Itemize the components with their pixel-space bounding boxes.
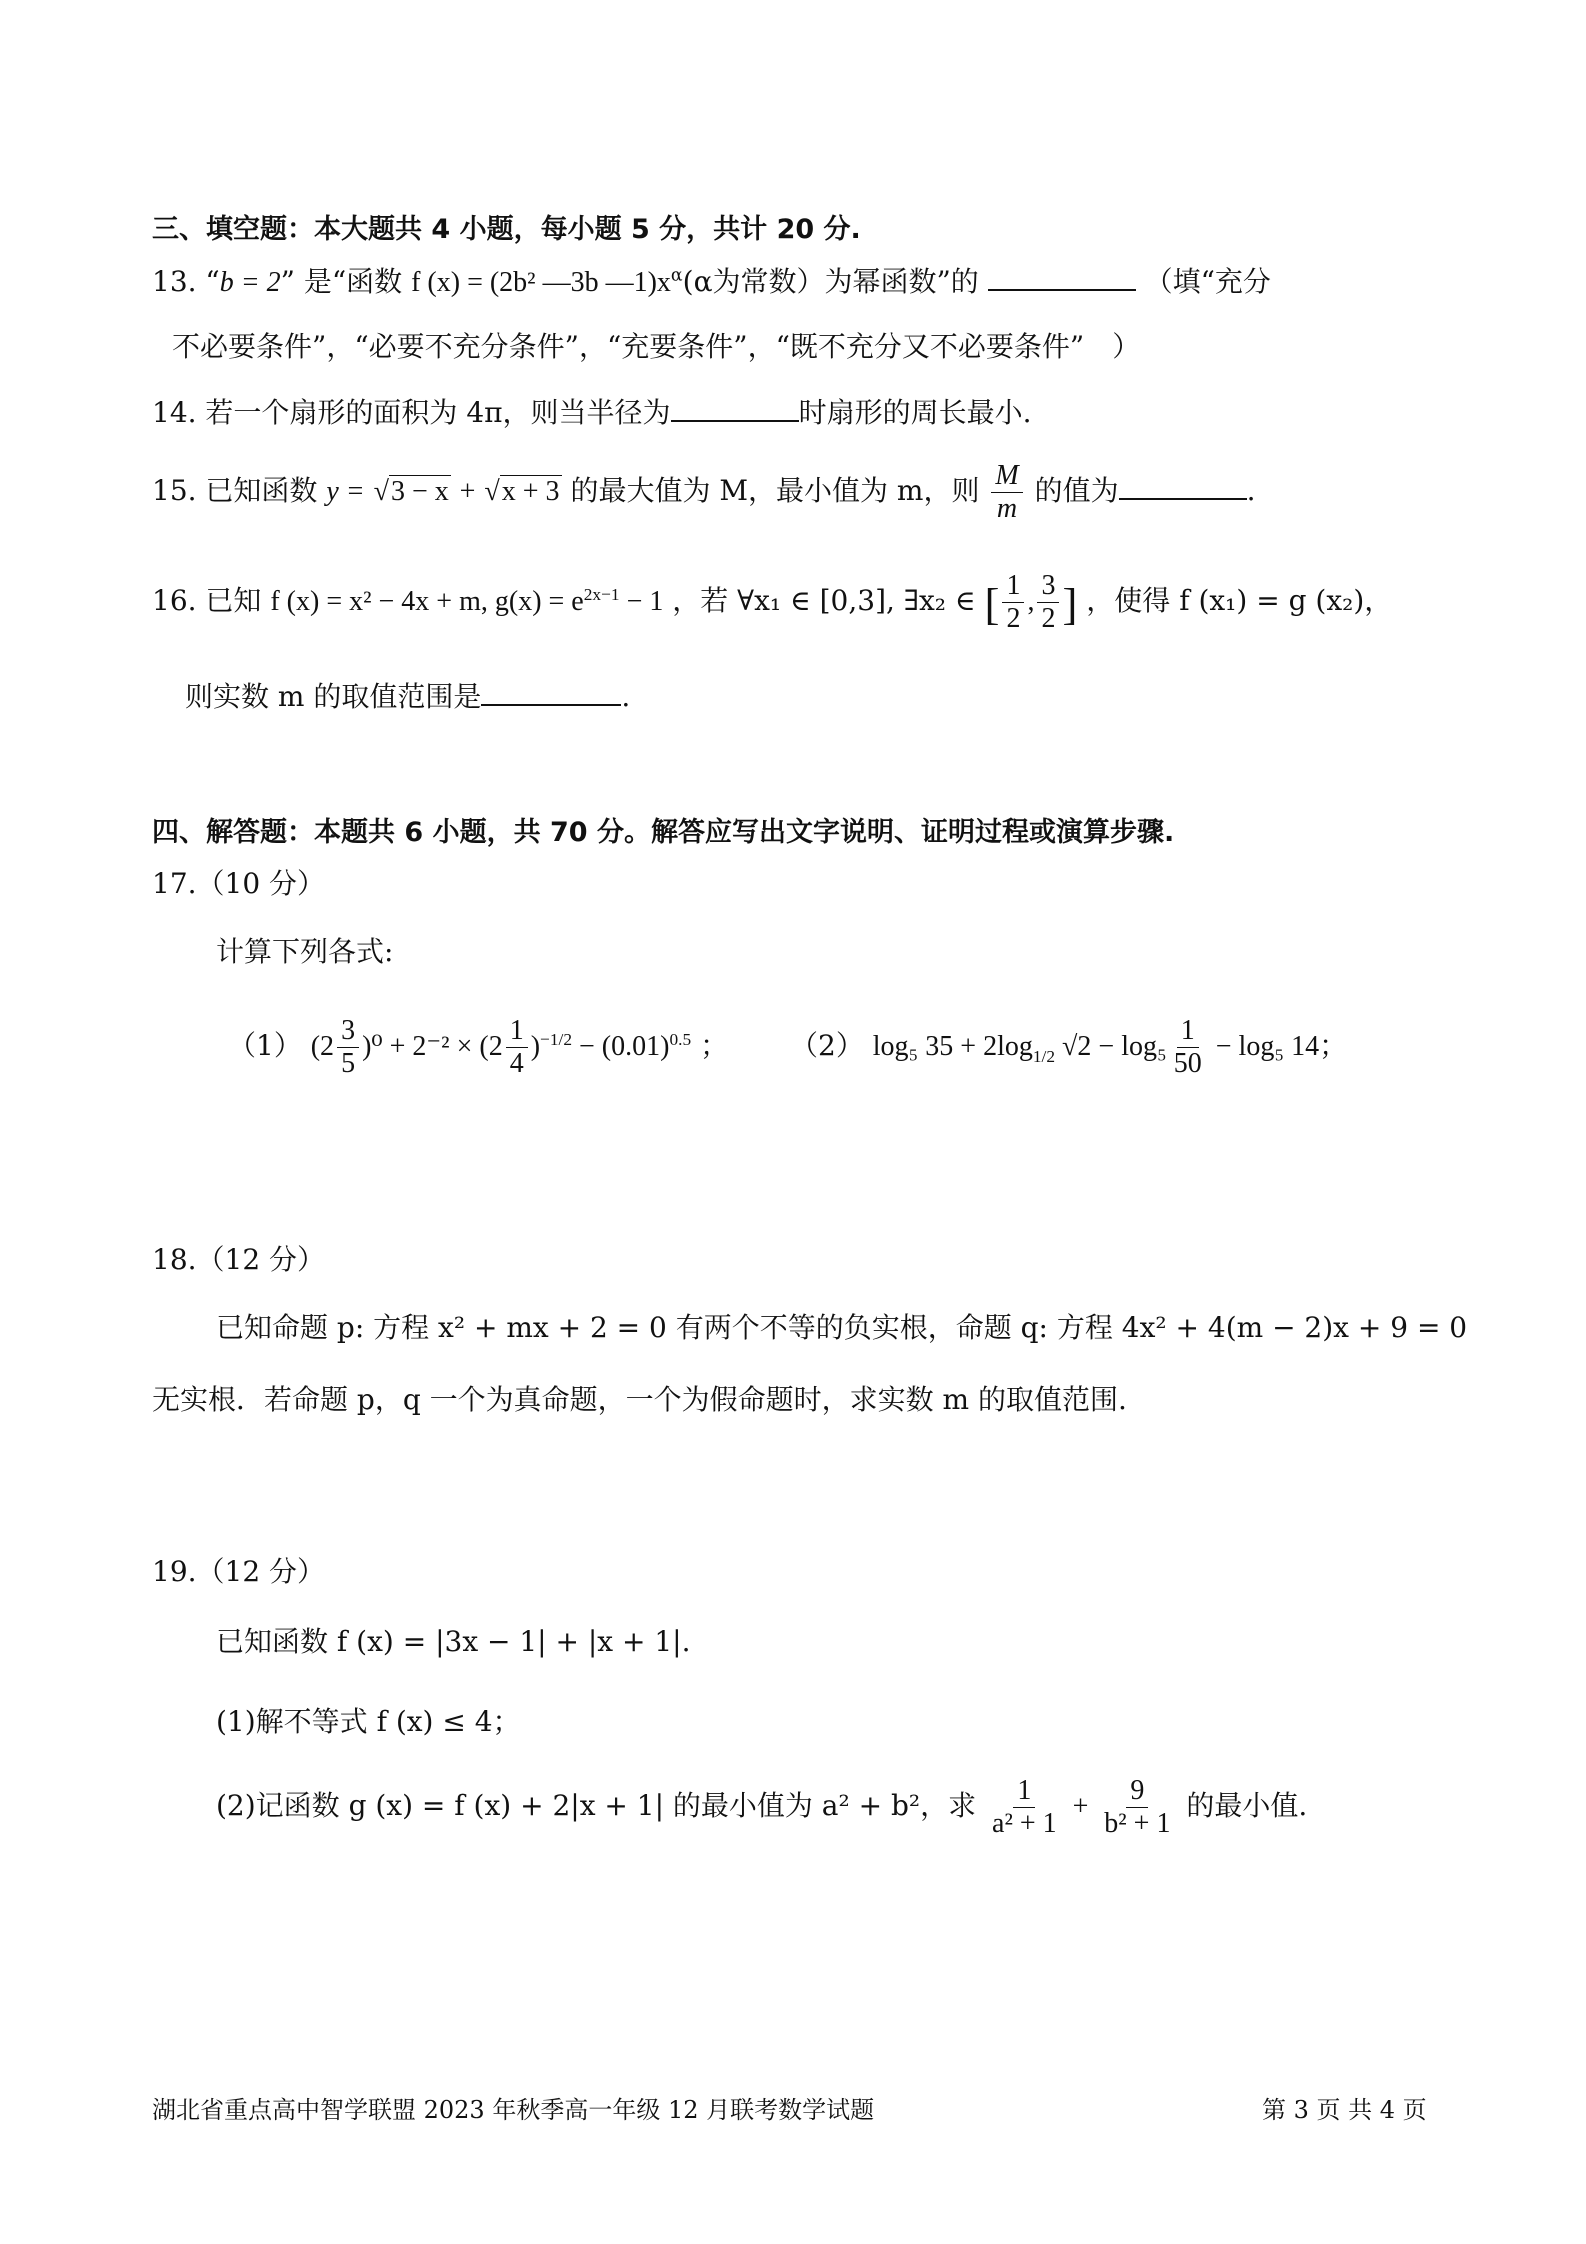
q19-frac2-num: 9 [1126, 1775, 1148, 1808]
q15-suffix: 的值为 [1034, 474, 1119, 508]
q19-frac2-den: b² + 1 [1104, 1808, 1171, 1840]
question-16-line-1: 16. 已知 f (x) = x² − 4x + m, $g(x) = e^{2x-1} - 1$ ，若 ∀x₁ ∈ [0,3], ∃x₂ ∈ [ $\frac{1}{2}$ , $\frac{3}{2}$ ] ，使得 f (x₁) = g (x₂)， [152, 570, 1393, 635]
q15-end: . [1246, 474, 1256, 508]
question-14 [152, 391, 1031, 431]
q13-after: (α为常数）为幂函数”的 [682, 265, 979, 298]
q17-p1-label: （1） [228, 1029, 302, 1063]
question-17-part-1 [228, 1015, 728, 1080]
q17-p2-frac-num: 1 [1177, 1015, 1199, 1048]
q17-p1-exp: −1/2 [540, 1029, 573, 1049]
q16-cond2: ，使得 f (x₁) = g (x₂)， [1086, 584, 1393, 618]
question-19-part-2 [216, 1775, 1307, 1840]
q15-frac-den: m [996, 493, 1018, 525]
q17-p2-frac [1170, 1015, 1206, 1080]
q17-p1-frac2-num: 1 [506, 1015, 528, 1048]
q13-end: （填“充分 [1144, 265, 1271, 298]
q15-frac-num: M [991, 460, 1022, 493]
q14-answer-blank[interactable] [671, 398, 799, 422]
q16-int-b-num: 3 [1037, 570, 1059, 603]
q16-int-b-den: 2 [1041, 603, 1056, 635]
q16-expr: f (x) = x² − 4x + m, g(x) = e [270, 586, 584, 618]
q17-p1-frac-2 [506, 1015, 528, 1080]
section-3-heading: 三、填空题：本大题共 4 小题，每小题 5 分，共计 20 分. [152, 214, 861, 245]
q17-p1-end: ； [700, 1029, 729, 1063]
q15-y: y = [326, 476, 365, 508]
question-18-line-1: 已知命题 p: 方程 x² + mx + 2 = 0 有两个不等的负实根，命题 q: 方程 4x² + 4(m − 2)x + 9 = 0 [216, 1311, 1468, 1344]
q16-prefix: 16. 已知 [152, 584, 262, 618]
section-4-heading: 四、解答题：本题共 6 小题，共 70 分。解答应写出文字说明、证明过程或演算步骤. [152, 817, 1175, 848]
q19-frac-2 [1100, 1775, 1174, 1840]
q15-fraction [991, 460, 1022, 525]
question-15: 15. 已知函数 y = √3 − x + √x + 3 的最大值为 M，最小值为 m，则 $\frac{M}{m}$ 的值为 . [152, 460, 1256, 525]
q16-line2-prefix: 则实数 m 的取值范围是 [185, 680, 482, 713]
q16-cond1: ，若 ∀x₁ ∈ [0,3], ∃x₂ ∈ [672, 584, 976, 618]
q16-interval-a [1002, 570, 1024, 635]
q16-interval-b [1037, 570, 1059, 635]
q16-int-a-den: 2 [1006, 603, 1021, 635]
q13-prefix: 13. “ [152, 265, 220, 298]
q17-p2-end: ； [1319, 1029, 1348, 1063]
question-17-intro: 计算下列各式: [216, 935, 394, 968]
q17-p1-frac1-den: 5 [341, 1048, 356, 1080]
q17-p1-d: − (0.01) [572, 1031, 670, 1063]
q17-p1-c: ) [530, 1031, 541, 1063]
footer-title: 湖北省重点高中智学联盟 2023 年秋季高一年级 12 月联考数学试题 [152, 2096, 875, 2124]
q17-p2-frac-den: 50 [1173, 1048, 1202, 1080]
q19-line3-b: 的最小值. [1186, 1789, 1308, 1823]
q17-p1-frac-1 [337, 1015, 359, 1080]
q13-alpha: α [670, 265, 683, 286]
q19-frac1-num: 1 [1013, 1775, 1035, 1808]
question-17-part-2 [790, 1015, 1347, 1080]
q15-answer-blank[interactable] [1119, 476, 1247, 500]
q13-b-eq: b = 2 [219, 267, 281, 298]
q17-p2-label: （2） [790, 1029, 864, 1063]
question-17-title: 17.（10 分） [152, 867, 326, 900]
q15-mid: 的最大值为 M，最小值为 m，则 [570, 474, 980, 508]
q15-plus: + [459, 476, 476, 508]
q14-prefix: 14. 若一个扇形的面积为 4π，则当半径为 [152, 396, 671, 429]
q19-frac-1 [988, 1775, 1061, 1840]
q15-prefix: 15. 已知函数 [152, 474, 318, 508]
q13-mid: ” 是“函数 [280, 265, 403, 298]
question-18-line-2: 无实根．若命题 p，q 一个为真命题，一个为假命题时，求实数 m 的取值范围. [152, 1383, 1127, 1416]
q16-exp: 2x−1 [583, 584, 620, 604]
question-13-line-1 [152, 260, 1271, 300]
question-19-part-1: (1)解不等式 f (x) ≤ 4； [216, 1705, 521, 1738]
q17-p1-frac2-den: 4 [509, 1048, 524, 1080]
q17-p1-exp2: 0.5 [669, 1029, 692, 1049]
q14-suffix: 时扇形的周长最小. [798, 396, 1032, 429]
q15-sqrt-2: x + 3 [501, 476, 560, 508]
q17-p1-frac1-num: 3 [337, 1015, 359, 1048]
q17-p2-b: √2 − log₅ [1055, 1031, 1167, 1063]
q17-p2-c: − log₅ 14 [1208, 1031, 1320, 1063]
question-13-line-2: 不必要条件”，“必要不充分条件”，“充要条件”，“既不充分又不必要条件” ） [172, 330, 1141, 363]
question-19-line-1: 已知函数 f (x) = |3x − 1| + |x + 1|. [216, 1625, 691, 1658]
q17-p2-a: log₅ 35 + 2log [872, 1031, 1033, 1063]
q13-func: f (x) = (2b² —3b —1)x [411, 267, 671, 298]
question-16-line-2 [185, 675, 630, 715]
q16-line2-end: . [621, 680, 631, 713]
question-18-title: 18.（12 分） [152, 1243, 326, 1276]
q13-answer-blank[interactable] [988, 267, 1136, 291]
footer-page-number: 第 3 页 共 4 页 [1262, 2096, 1427, 2124]
question-19-title: 19.（12 分） [152, 1555, 326, 1588]
q17-p1-b: )⁰ + 2⁻² × (2 [362, 1031, 503, 1063]
q16-answer-blank[interactable] [481, 682, 621, 706]
q17-p2-sub: 1/2 [1032, 1046, 1056, 1066]
q19-line3-a: (2)记函数 g (x) = f (x) + 2|x + 1| 的最小值为 a² + b²，求 [216, 1789, 977, 1823]
q16-expr2: − 1 [619, 586, 664, 618]
q19-plus: + [1072, 1791, 1089, 1823]
q17-p1-a: (2 [310, 1031, 335, 1063]
q19-frac1-den: a² + 1 [992, 1808, 1057, 1840]
q16-int-a-num: 1 [1002, 570, 1024, 603]
q15-sqrt-1: 3 − x [390, 476, 449, 508]
